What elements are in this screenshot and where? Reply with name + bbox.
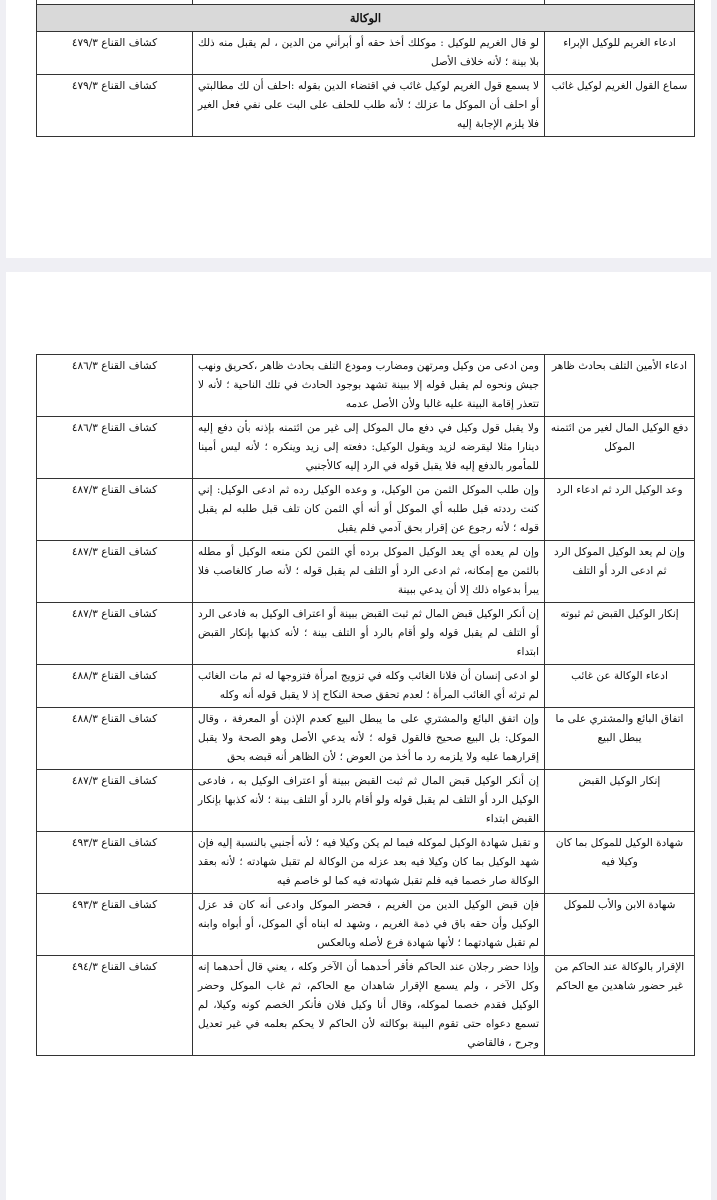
topic-cell: الإقرار بالوكالة عند الحاكم من غير حضور شاهدين مع الحاكم xyxy=(545,956,695,1056)
ruling-cell: وإن طلب الموكل الثمن من الوكيل، و وعده الوكيل رده ثم ادعى الوكيل: إني كنت رددته قبل طلبه أي الموكل أو أنه أي الثمن كان تلف قبل طلبه لم يقبل قوله ؛ لأنه رجوع عن إقرار بحق آدمي فلم يقبل xyxy=(193,479,545,541)
rulings-table-2 xyxy=(36,354,695,1056)
rulings-table-1 xyxy=(36,0,695,137)
reference-cell: كشاف القناع ٤٨٧/٣ xyxy=(37,479,193,541)
reference-cell: كشاف القناع ٤٩٤/٣ xyxy=(37,956,193,1056)
ruling-cell: و تقبل شهادة الوكيل لموكله فيما لم يكن وكيلا فيه ؛ لأنه أجنبي بالنسبة إليه فإن شهد الوكيل بما كان وكيلا فيه بعد عزله من الوكالة لم تقبل شهادته ؛ لأنه بعقد الوكالة صار خصما فيه فلم تقبل شهادته فيه كما لو خاصم فيه xyxy=(193,832,545,894)
ruling-cell: فإن قبض الوكيل الدين من الغريم ، فحضر الموكل وادعى أنه كان قد عزل الوكيل وأن حقه باق في ذمة الغريم ، وشهد له ابناه أي الموكل، أو أبواه وابنه لم تقبل شهادتهما ؛ لأنها شهادة فرع لأصله وبالعكس xyxy=(193,894,545,956)
table-row xyxy=(37,541,695,603)
ruling-cell: لا يسمع قول الغريم لوكيل غائب في اقتضاء الدين بقوله :احلف أن لك مطالبتي أو احلف أن الموكل ما عزلك ؛ لأنه طلب للحلف على البت على نفي فعل الغير فلا يلزم الإجابة إليه xyxy=(193,75,545,137)
topic-cell: ادعاء الوكالة عن غائب xyxy=(545,665,695,708)
table-row xyxy=(37,417,695,479)
table-row xyxy=(37,355,695,417)
ruling-cell: وإن اتفق البائع والمشتري على ما يبطل البيع كعدم الإذن أو المعرفة ، وقال الموكل: بل البيع صحيح فالقول قوله ؛ لأنه يدعي الأصل وهو الصحة ولا يقبل إقرارهما عليه ولا يلزمه رد ما أخذ من العوض ؛ لأن الظاهر أنه قبضه بحق xyxy=(193,708,545,770)
topic-cell: سماع القول الغريم لوكيل غائب xyxy=(545,75,695,137)
topic-cell: شهادة الابن والأب للموكل xyxy=(545,894,695,956)
topic-cell: ادعاء الغريم للوكيل الإبراء xyxy=(545,32,695,75)
ruling-cell: وإن لم يعده أي يعد الوكيل الموكل برده أي الثمن لكن منعه الوكيل أو مطله بالثمن مع إمكانه، ثم ادعى الرد أو التلف لم يقبل قوله ؛ لأنه صار كالغاصب فلا يبرأ بدعواه ذلك إلا أن يدعي ببينة xyxy=(193,541,545,603)
topic-cell: إنكار الوكيل القبض xyxy=(545,770,695,832)
reference-cell: كشاف القناع ٤٨٧/٣ xyxy=(37,770,193,832)
reference-cell: كشاف القناع ٤٨٦/٣ xyxy=(37,417,193,479)
reference-cell: كشاف القناع ٤٧٩/٣ xyxy=(37,75,193,137)
document-page-1 xyxy=(6,0,711,258)
reference-cell: كشاف القناع ٤٨٨/٣ xyxy=(37,708,193,770)
reference-cell: كشاف القناع ٤٨٧/٣ xyxy=(37,541,193,603)
reference-cell: كشاف القناع ٤٨٧/٣ xyxy=(37,603,193,665)
ruling-cell: إن أنكر الوكيل قبض المال ثم ثبت القبض ببينة أو اعتراف الوكيل به ، فادعى الوكيل الرد أو التلف لم يقبل قوله ولو أقام بالرد أو التلف بينة ؛ لأنه كذبها بإنكار القبض ابتداء xyxy=(193,770,545,832)
topic-cell: شهادة الوكيل للموكل بما كان وكيلا فيه xyxy=(545,832,695,894)
document-page-2 xyxy=(6,272,711,1200)
topic-cell: دفع الوكيل المال لغير من ائتمنه الموكل xyxy=(545,417,695,479)
reference-cell: كشاف القناع ٤٩٣/٣ xyxy=(37,894,193,956)
section-title: الوكالة xyxy=(37,5,695,32)
table-row xyxy=(37,665,695,708)
section-header-row xyxy=(37,5,695,32)
table-row xyxy=(37,32,695,75)
table-row xyxy=(37,708,695,770)
table-row xyxy=(37,75,695,137)
ruling-cell: إن أنكر الوكيل قبض المال ثم ثبت القبض ببينة أو اعتراف الوكيل به فادعى الرد أو التلف لم يقبل قوله ولو أقام بالرد أو التلف بينة ؛ لأنه كذبها بإنكار القبض ابتداء xyxy=(193,603,545,665)
reference-cell: كشاف القناع ٤٨٦/٣ xyxy=(37,355,193,417)
topic-cell: ادعاء الأمين التلف بحادث ظاهر xyxy=(545,355,695,417)
table-row xyxy=(37,956,695,1056)
ruling-cell: ولا يقبل قول وكيل في دفع مال الموكل إلى غير من ائتمنه بإذنه بأن دفع إليه دينارا مثلا ليقرضه لزيد ويقول الوكيل: دفعته إلى زيد وينكره ؛ لأنه ليس أمينا للمأمور بالدفع إليه فلا يقبل قوله في الرد إليه كالأجنبي xyxy=(193,417,545,479)
table-row xyxy=(37,894,695,956)
topic-cell: إنكار الوكيل القبض ثم ثبوته xyxy=(545,603,695,665)
table-row xyxy=(37,770,695,832)
topic-cell: وعد الوكيل الرد ثم ادعاء الرد xyxy=(545,479,695,541)
table-row xyxy=(37,832,695,894)
ruling-cell: لو ادعى إنسان أن فلانا الغائب وكله في تزويج امرأة فتزوجها له ثم مات الغائب لم ترثه أي الغائب المرأة ؛ لعدم تحقق صحة النكاح إذ لا يقبل قوله أنه وكله xyxy=(193,665,545,708)
reference-cell: كشاف القناع ٤٧٩/٣ xyxy=(37,32,193,75)
table-row xyxy=(37,479,695,541)
ruling-cell: لو قال الغريم للوكيل : موكلك أخذ حقه أو أبرأني من الدين ، لم يقبل منه ذلك بلا بينة ؛ لأنه خلاف الأصل xyxy=(193,32,545,75)
reference-cell: كشاف القناع ٤٩٣/٣ xyxy=(37,832,193,894)
ruling-cell: وإذا حضر رجلان عند الحاكم فأقر أحدهما أن الآخر وكله ، يعني قال أحدهما إنه وكل الآخر ، ولم يسمع الإقرار شاهدان مع الحاكم، ثم غاب الموكل وحضر الوكيل فقدم خصما لموكله، وقال أنا وكيل فلان فأنكر الخصم كونه وكيلا، لم تسمع دعواه حتى تقوم البينة بوكالته لأن الحاكم لا يحكم بعلمه في غير تعديل وجرح ، فالقاضي xyxy=(193,956,545,1056)
topic-cell: اتفاق البائع والمشتري على ما يبطل البيع xyxy=(545,708,695,770)
reference-cell: كشاف القناع ٤٨٨/٣ xyxy=(37,665,193,708)
topic-cell: وإن لم يعد الوكيل الموكل الرد ثم ادعى الرد أو التلف xyxy=(545,541,695,603)
table-row xyxy=(37,603,695,665)
ruling-cell: ومن ادعى من وكيل ومرتهن ومضارب ومودع التلف بحادث ظاهر ،كحريق ونهب جيش ونحوه لم يقبل قوله إلا ببينة تشهد بوجود الحادث في تلك الناحية ؛ لأنه لا تتعذر إقامة البينة عليه غالبا ولأن الأصل عدمه xyxy=(193,355,545,417)
